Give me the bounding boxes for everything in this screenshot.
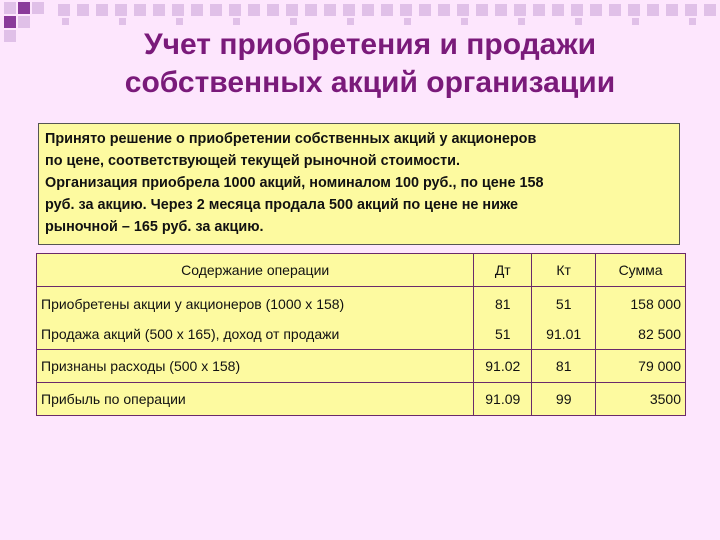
decor-square — [461, 18, 468, 25]
decor-square — [233, 18, 240, 25]
decor-square — [343, 4, 355, 16]
decor-square — [704, 4, 716, 16]
table-header-row — [37, 254, 686, 287]
decor-square — [518, 18, 525, 25]
decor-square — [419, 4, 431, 16]
statement-line: Принято решение о приобретении собственных акций у акционеров — [45, 131, 537, 147]
sum-value: 158 000 — [630, 296, 681, 312]
decor-square — [290, 18, 297, 25]
table-row — [37, 383, 686, 416]
decor-square — [18, 16, 30, 28]
decor-square — [176, 18, 183, 25]
decor-square — [134, 4, 146, 16]
sum-value: 82 500 — [638, 326, 681, 342]
credit-cell: 81 — [532, 350, 596, 383]
credit-value: 51 — [555, 296, 572, 312]
decor-square — [324, 4, 336, 16]
decor-square — [77, 4, 89, 16]
decor-square — [172, 4, 184, 16]
header-operation: Содержание операции — [37, 254, 474, 287]
decor-square — [4, 2, 16, 14]
decor-square — [381, 4, 393, 16]
decor-square — [609, 4, 621, 16]
header-credit: Кт — [532, 254, 596, 287]
decor-square — [58, 4, 70, 16]
credit-cell: 99 — [532, 383, 596, 416]
decor-square — [514, 4, 526, 16]
decor-square — [286, 4, 298, 16]
operation-text: Продажа акций (500 х 165), доход от продажи — [41, 326, 340, 342]
decor-square — [571, 4, 583, 16]
decor-square — [248, 4, 260, 16]
decor-square — [647, 4, 659, 16]
decor-square — [96, 4, 108, 16]
debit-value: 81 — [495, 296, 511, 312]
operation-cell: Прибыль по операции — [37, 383, 474, 416]
statement-line: руб. за акцию. Через 2 месяца продала 500 акций по цене не ниже — [45, 197, 518, 213]
decor-square — [438, 4, 450, 16]
sum-cell: 3500 — [596, 383, 686, 416]
decor-square — [32, 2, 44, 14]
statement-line: Организация приобрела 1000 акций, номиналом 100 руб., по цене 158 — [45, 175, 544, 191]
decor-square — [628, 4, 640, 16]
debit-cell: 91.09 — [474, 383, 532, 416]
title-line-1: Учет приобретения и продажи — [143, 28, 597, 61]
decor-square — [229, 4, 241, 16]
decor-square — [666, 4, 678, 16]
decor-square — [495, 4, 507, 16]
decor-square — [115, 4, 127, 16]
title-line-2: собственных акций организации — [124, 66, 616, 99]
header-debit: Дт — [474, 254, 532, 287]
table-row — [37, 287, 686, 350]
operation-cell: Признаны расходы (500 х 158) — [37, 350, 474, 383]
decor-square — [62, 18, 69, 25]
decor-square — [153, 4, 165, 16]
sum-cell: 79 000 — [596, 350, 686, 383]
decor-square — [210, 4, 222, 16]
decor-square — [632, 18, 639, 25]
decor-square — [404, 18, 411, 25]
decor-square — [119, 18, 126, 25]
debit-cell — [474, 287, 532, 350]
decor-square — [457, 4, 469, 16]
debit-cell: 91.02 — [474, 350, 532, 383]
decor-square — [400, 4, 412, 16]
credit-cell — [532, 287, 596, 350]
decor-square — [533, 4, 545, 16]
decor-square — [191, 4, 203, 16]
decor-square — [347, 18, 354, 25]
operation-cell — [37, 287, 474, 350]
statement-line: по цене, соответствующей текущей рыночной стоимости. — [45, 153, 461, 169]
decor-square — [305, 4, 317, 16]
slide-title — [60, 26, 680, 102]
sum-cell — [596, 287, 686, 350]
decor-square — [4, 30, 16, 42]
decor-square — [552, 4, 564, 16]
decor-square — [685, 4, 697, 16]
decor-square — [590, 4, 602, 16]
decor-square — [476, 4, 488, 16]
operation-text: Приобретены акции у акционеров (1000 х 158) — [41, 296, 345, 312]
debit-value: 51 — [495, 326, 511, 342]
table-row — [37, 350, 686, 383]
decor-square — [267, 4, 279, 16]
header-sum: Сумма — [596, 254, 686, 287]
problem-statement-box — [38, 123, 680, 245]
statement-line: рыночной – 165 руб. за акцию. — [45, 219, 264, 235]
decor-square — [4, 16, 16, 28]
decor-square — [575, 18, 582, 25]
credit-value: 91.01 — [546, 326, 582, 342]
decor-square — [689, 18, 696, 25]
decor-square — [18, 2, 30, 14]
operations-table — [36, 253, 686, 416]
decor-square — [362, 4, 374, 16]
